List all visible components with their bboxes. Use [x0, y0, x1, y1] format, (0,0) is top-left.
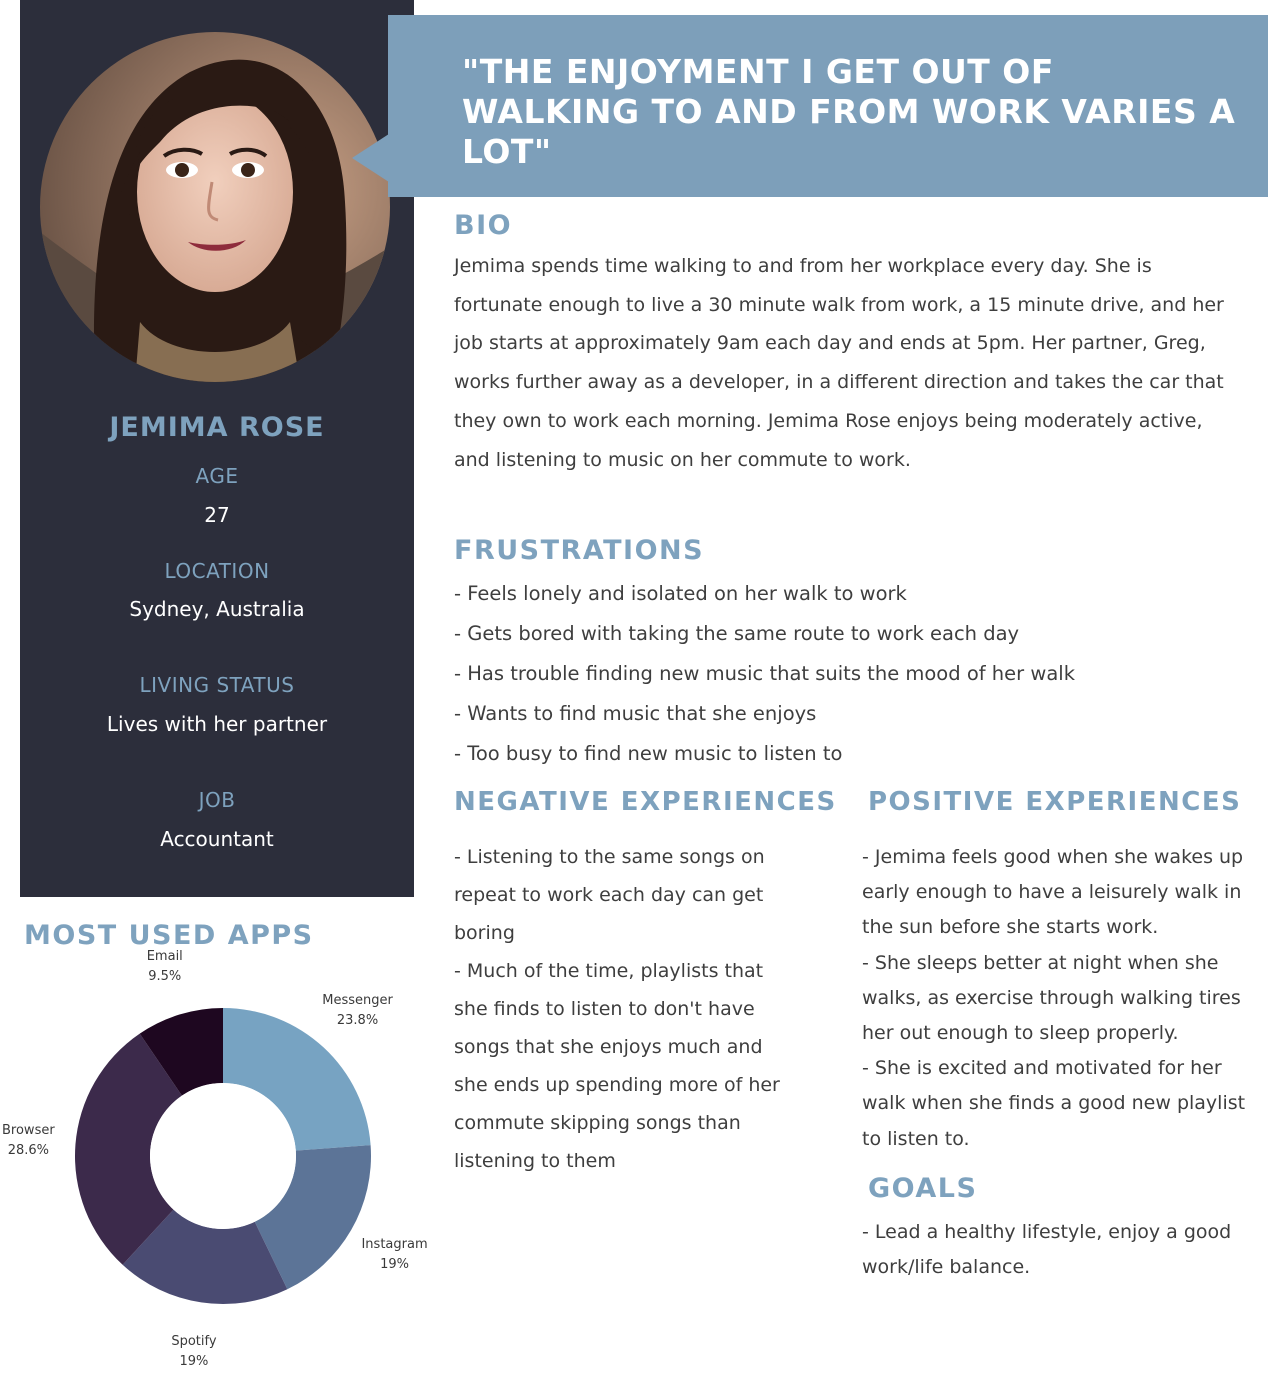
negative-experience-item: - Much of the time, playlists that she finds to listen to don't have songs that she enjoys much and she ends up spending more of her commute skipping songs than listening to them — [454, 960, 780, 1172]
frustration-item: - Wants to find music that she enjoys — [454, 702, 817, 725]
living-status-value: Lives with her partner — [106, 712, 328, 736]
donut-label-percent: 19% — [380, 1257, 409, 1272]
frustrations-heading: FRUSTRATIONS — [454, 535, 705, 566]
bio-text: Jemima spends time walking to and from her workplace every day. She is fortunate enough to live a 30 minute walk from work, a 15 minute drive, and her job starts at approximately 9am each day and ends at 5pm. Her partner, Greg, works further away as a developer, in a different direction and takes the car that they own to work each morning. Jemima Rose enjoys being moderately active, and listening to music on her commute to work. — [454, 255, 1224, 471]
donut-label-email — [147, 947, 183, 987]
donut-label-instagram — [361, 1235, 427, 1275]
donut-label-browser — [2, 1121, 55, 1161]
goals-heading: GOALS — [868, 1173, 978, 1204]
positive-experiences-heading: POSITIVE EXPERIENCES — [868, 787, 1242, 817]
age-value: 27 — [204, 503, 230, 527]
donut-label-spotify — [171, 1332, 216, 1372]
frustration-item: - Feels lonely and isolated on her walk to work — [454, 582, 907, 605]
living-status-label: LIVING STATUS — [139, 673, 295, 697]
job-label: JOB — [198, 788, 236, 812]
frustrations-list — [454, 574, 1254, 774]
donut-label-name: Browser — [2, 1123, 55, 1139]
portrait-image — [40, 32, 390, 382]
donut-label-percent: 23.8% — [336, 1012, 379, 1028]
age-label: AGE — [195, 464, 239, 488]
donut-label-name: Spotify — [171, 1333, 217, 1349]
donut-label-percent: 9.5% — [148, 968, 182, 984]
apps-donut-chart — [0, 950, 460, 1370]
persona-name: JEMIMA ROSE — [109, 412, 325, 443]
donut-hole — [150, 1083, 296, 1229]
most-used-apps-heading: MOST USED APPS — [24, 920, 314, 951]
donut-label-name: Messenger — [322, 992, 393, 1008]
location-label: LOCATION — [164, 559, 270, 583]
quote-pointer — [352, 132, 392, 184]
positive-experiences-list — [862, 840, 1260, 1157]
negative-experiences-list — [454, 838, 802, 1180]
donut-label-percent: 19% — [179, 1353, 209, 1369]
negative-experiences-heading: NEGATIVE EXPERIENCES — [454, 787, 837, 817]
positive-experience-item: - She is excited and motivated for her walk when she finds a good new playlist to listen to. — [862, 1057, 1246, 1150]
frustration-item: - Gets bored with taking the same route to work each day — [454, 622, 1020, 645]
location-value: Sydney, Australia — [129, 597, 305, 621]
negative-experience-item: - Listening to the same songs on repeat to work each day can get boring — [454, 846, 765, 944]
persona-quote: "THE ENJOYMENT I GET OUT OF WALKING TO AND FROM WORK VARIES A LOT" — [462, 52, 1236, 171]
donut-label-name: Email — [146, 948, 183, 964]
donut-label-messenger — [322, 991, 393, 1031]
profile-photo — [40, 32, 390, 382]
frustration-item: - Too busy to find new music to listen to — [454, 742, 843, 765]
frustration-item: - Has trouble finding new music that suits the mood of her walk — [454, 662, 1075, 685]
donut-label-percent: 28.6% — [7, 1143, 49, 1159]
job-value: Accountant — [160, 827, 274, 851]
donut-label-name: Instagram — [361, 1237, 428, 1252]
positive-experience-item: - Jemima feels good when she wakes up early enough to have a leisurely walk in the sun before she starts work. — [862, 846, 1244, 939]
bio-heading: BIO — [454, 210, 513, 241]
positive-experience-item: - She sleeps better at night when she walks, as exercise through walking tires her out enough to sleep properly. — [862, 951, 1241, 1045]
goals-text: - Lead a healthy lifestyle, enjoy a good work/life balance. — [862, 1221, 1232, 1278]
